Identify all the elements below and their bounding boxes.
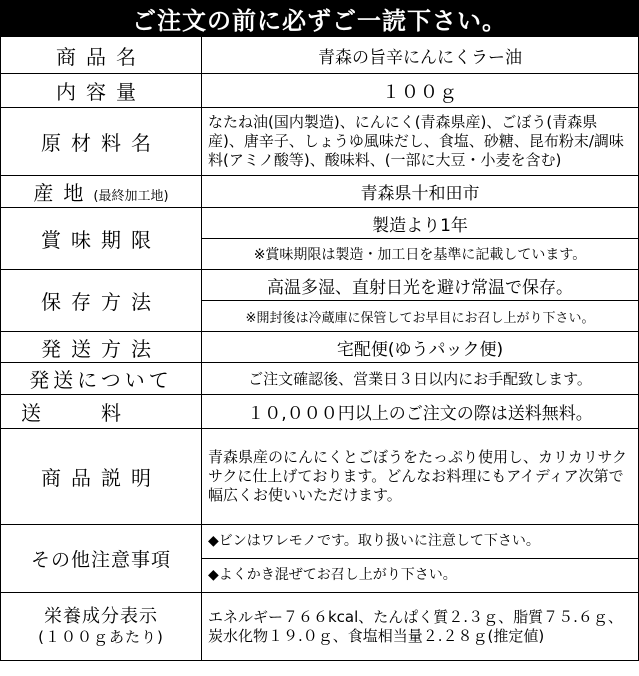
label-nutrition bbox=[1, 593, 202, 661]
value-storage: 高温多湿、直射日光を避け常温で保存。 bbox=[202, 270, 639, 301]
row-ingredients bbox=[1, 108, 639, 176]
label-product-name: 商品名 bbox=[1, 37, 202, 74]
value-about-shipping: ご注文確認後、営業日３日以内にお手配致します。 bbox=[202, 363, 639, 395]
row-product-name bbox=[1, 37, 639, 74]
label-about-shipping: 発送について bbox=[1, 363, 202, 395]
value-product-name: 青森の旨辛にんにくラー油 bbox=[202, 37, 639, 74]
notice-title: ご注文の前に必ずご一読下さい。 bbox=[132, 6, 507, 35]
label-nutrition-sub: (１００ｇあたり) bbox=[38, 628, 164, 647]
value-nutrition: エネルギー７６６kcal、たんぱく質２.３ｇ、脂質７５.６ｇ、炭水化物１９.０ｇ、食塩相当量２.２８ｇ(推定値) bbox=[202, 593, 639, 661]
label-origin-main: 産地 bbox=[33, 181, 94, 205]
note-storage: ※開封後は冷蔵庫に保管してお早目にお召し上がり下さい。 bbox=[202, 301, 639, 332]
value-postage: １０,０００円以上のご注文の際は送料無料。 bbox=[202, 395, 639, 429]
row-about-shipping bbox=[1, 363, 639, 395]
row-shipping bbox=[1, 332, 639, 363]
value-best-before: 製造より1年 bbox=[202, 208, 639, 239]
product-info-table bbox=[0, 36, 639, 661]
label-ingredients: 原材料名 bbox=[1, 108, 202, 176]
label-origin bbox=[1, 176, 202, 208]
note-best-before: ※賞味期限は製造・加工日を基準に記載しています。 bbox=[202, 239, 639, 270]
notice-header bbox=[0, 0, 639, 36]
note-mix: ◆よくかき混ぜてお召し上がり下さい。 bbox=[202, 559, 639, 593]
label-nutrition-main: 栄養成分表示 bbox=[44, 606, 158, 628]
row-content bbox=[1, 74, 639, 108]
label-description: 商品説明 bbox=[1, 429, 202, 525]
row-postage bbox=[1, 395, 639, 429]
row-notes-1 bbox=[1, 525, 639, 559]
label-origin-small: (最終加工地) bbox=[93, 189, 169, 204]
label-best-before: 賞味期限 bbox=[1, 208, 202, 270]
value-origin: 青森県十和田市 bbox=[202, 176, 639, 208]
value-content: １００ｇ bbox=[202, 74, 639, 108]
label-storage: 保存方法 bbox=[1, 270, 202, 332]
note-fragile: ◆ビンはワレモノです。取り扱いに注意して下さい。 bbox=[202, 525, 639, 559]
value-description: 青森県産のにんにくとごぼうをたっぷり使用し、カリカリサクサクに仕上げております。どんなお料理にもアイディア次第で幅広くお使いいただけます。 bbox=[202, 429, 639, 525]
row-description bbox=[1, 429, 639, 525]
row-origin bbox=[1, 176, 639, 208]
row-best-before-1 bbox=[1, 208, 639, 239]
row-storage-1 bbox=[1, 270, 639, 301]
label-content: 内容量 bbox=[1, 74, 202, 108]
value-shipping: 宅配便(ゆうパック便) bbox=[202, 332, 639, 363]
value-ingredients: なたね油(国内製造)、にんにく(青森県産)、ごぼう(青森県産)、唐辛子、しょうゆ風味だし、食塩、砂糖、昆布粉末/調味料(アミノ酸等)、酸味料、(一部に大豆・小麦を含む) bbox=[202, 108, 639, 176]
label-notes: その他注意事項 bbox=[1, 525, 202, 593]
row-nutrition bbox=[1, 593, 639, 661]
label-postage: 送料 bbox=[1, 395, 202, 429]
label-shipping: 発送方法 bbox=[1, 332, 202, 363]
